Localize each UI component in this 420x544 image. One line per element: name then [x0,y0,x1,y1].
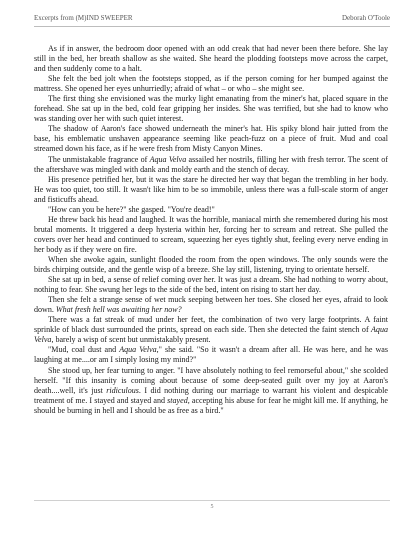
italic-text: Aqua Velva [149,154,187,164]
header-title: Excerpts from (M)IND SWEEPER [34,14,133,22]
header-author: Deborah O'Toole [341,14,390,22]
paragraph [34,345,388,365]
text-run: The unmistakable fragrance of [48,154,150,164]
text-run: His presence petrified her, but it was the stare he directed her way that began the trembling in her body. He was too quiet, too still. It wasn't like him to be so immobile, unless there was a full-scale storm of anger and fisticuffs ahead. [34,174,388,204]
text-run: When she awoke again, sunlight flooded the room from the open windows. The only sounds were the birds chirping outside, and the gentle wisp of a breeze. She lay still, listening, trying to orientate herself. [34,254,388,275]
paragraph [34,275,388,295]
italic-text: stayed [167,395,188,405]
paragraph [34,44,388,74]
text-run: ," she said. "So it wasn't a dream after all. He was here, and he was laughing at me....or am I simply losing my mind?" [34,345,389,365]
paragraph [34,315,388,345]
text-run: , barely a wisp of scent but unmistakably present. [51,335,211,345]
text-run: assailed her nostrils, filling her with fresh terror. The scent of the aftershave was mingled with dank and moldy earth and the stench of decay. [34,154,388,174]
paragraph [34,124,388,154]
text-run: "How can you be here?" she gasped. "You're dead!" [48,204,215,214]
italic-text: Aqua Velva [119,345,157,355]
paragraph [34,255,388,275]
text-run: As if in answer, the bedroom door opened with an odd creak that had never been there before. She lay still in the bed, her breath shallow as she waited. She heard the plodding footsteps move across the carpet, and then suddenly come to a halt. [34,44,388,74]
page-footer [34,500,390,510]
text-run: She stood up, her fear turning to anger. "I have absolutely nothing to feel remorseful about," she scolded herself. "If this insanity is coming about because of some deep-seated guilt over my joy at Aaron's death....well, it's just [34,365,388,395]
page-number: 5 [210,504,214,510]
italic-text: ridiculous [106,385,139,395]
text-run: She felt the bed jolt when the footsteps stopped, as if the person coming for her bumped against the mattress. She opened her eyes unhurriedly; afraid of what – or who – she might see. [34,74,388,94]
text-run: "Mud, coal dust and [48,345,120,355]
paragraph [34,155,388,175]
text-run: He threw back his head and laughed. It was the horrible, maniacal mirth she remembered during his most brutal moments. It triggered a deep hysteria within her, forcing her to scream and retreat. She pulled the covers over her head and continued to scream, squeezing her eyes tightly shut, feeling every nerve ending in her body as if they were on fire. [34,214,388,254]
paragraph [34,175,388,205]
text-run: . I did nothing during our marriage to warrant his violent and despicable treatment of me. I stayed and stayed and [34,385,388,405]
italic-text: What fresh hell was awaiting her now? [55,305,182,315]
paragraph [34,295,388,315]
paragraph [34,215,388,255]
paragraph [34,74,388,94]
running-header [34,14,390,27]
text-run: The shadow of Aaron's face showed underneath the miner's hat. His spiky blond hair jutted from the base, his emblematic unshaven appearance seeming like peach-fuzz on a piece of fruit. Mud and coal streamed down his face, as if he were fresh from Misty Canyon Mines. [34,124,388,154]
body-text [34,44,388,416]
paragraph [34,366,388,416]
text-run: , accepting his abuse for fear he might kill me. If anything, he should be burning in hell and I should be as free as a bird." [34,395,388,415]
text-run: There was a fat streak of mud under her feet, the combination of two very large footprints. A faint sprinkle of black dust surrounded the prints, spread on each side. Then she detected the faint stench of [34,315,388,335]
paragraph [34,94,388,124]
text-run: She sat up in bed, a sense of relief coming over her. It was just a dream. She had nothing to worry about, nothing to fear. She swung her legs to the side of the bed, intent on rising to start her day. [34,275,388,295]
italic-text: Aqua Velva [34,325,388,345]
text-run: Then she felt a strange sense of wet muck seeping between her toes. She closed her eyes, afraid to look down. [34,295,388,315]
paragraph [34,205,388,215]
text-run: The first thing she envisioned was the murky light emanating from the miner's hat, placed square in the forehead. She sat up in the bed, cold fear gripping her insides. She was terrified, but she had to know who was standing over her with such quiet interest. [34,94,388,124]
